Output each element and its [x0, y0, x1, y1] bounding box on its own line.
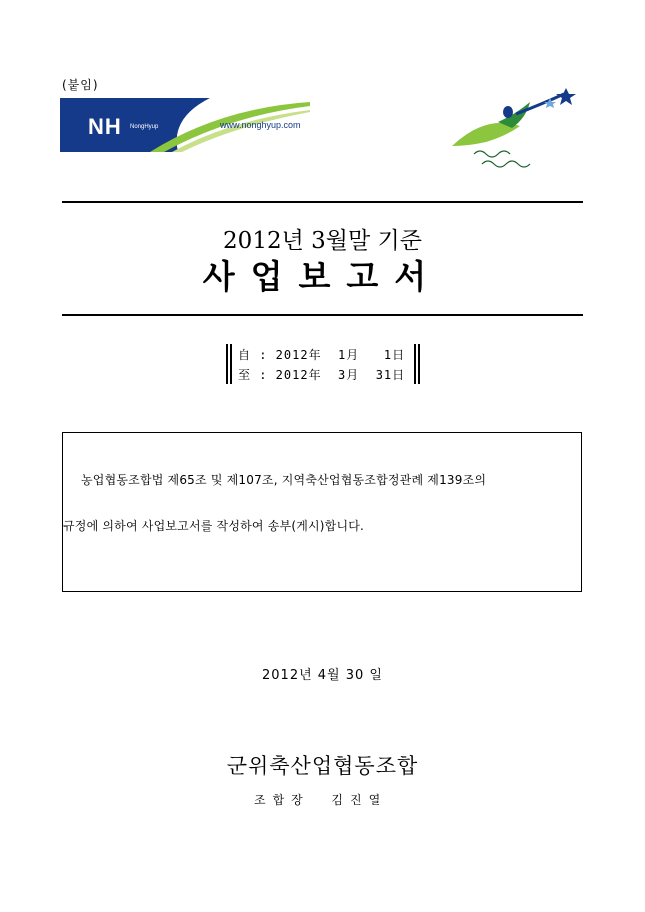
nh-logo-subtext: NongHyup — [130, 124, 159, 130]
notice-box — [62, 432, 582, 592]
representative-name: 조합장 김진열 — [254, 793, 388, 807]
organization-name: 군위축산업협동조합 — [226, 754, 419, 778]
top-divider — [62, 201, 583, 203]
nh-logo-text: NH — [88, 114, 122, 139]
period-left-bar — [226, 344, 228, 384]
notice-text-line2: 규정에 의하여 사업보고서를 작성하여 송부(게시)합니다. — [63, 519, 365, 533]
period-from: 自 : 2012年 1月 1日 — [238, 348, 406, 362]
nonghyup-banner — [60, 98, 310, 152]
period-left-bar-inner — [230, 344, 232, 384]
period-right-bar — [418, 344, 420, 384]
nonghyup-emblem-icon — [446, 84, 586, 174]
website-url: www.nonghyup.com — [220, 120, 301, 130]
bottom-divider — [62, 314, 583, 316]
report-subtitle: 2012년 3월말 기준 — [223, 228, 422, 254]
report-date: 2012년 4월 30 일 — [262, 668, 383, 683]
period-to: 至 : 2012年 3月 31日 — [238, 368, 406, 382]
period-right-bar-inner — [414, 344, 416, 384]
report-title: 사업보고서 — [202, 257, 443, 296]
report-period — [226, 344, 422, 384]
attachment-label: (붙임) — [62, 78, 99, 92]
notice-text-line1: 농업협동조합법 제65조 및 제107조, 지역축산업협동조합정관례 제139조의 — [81, 473, 487, 487]
